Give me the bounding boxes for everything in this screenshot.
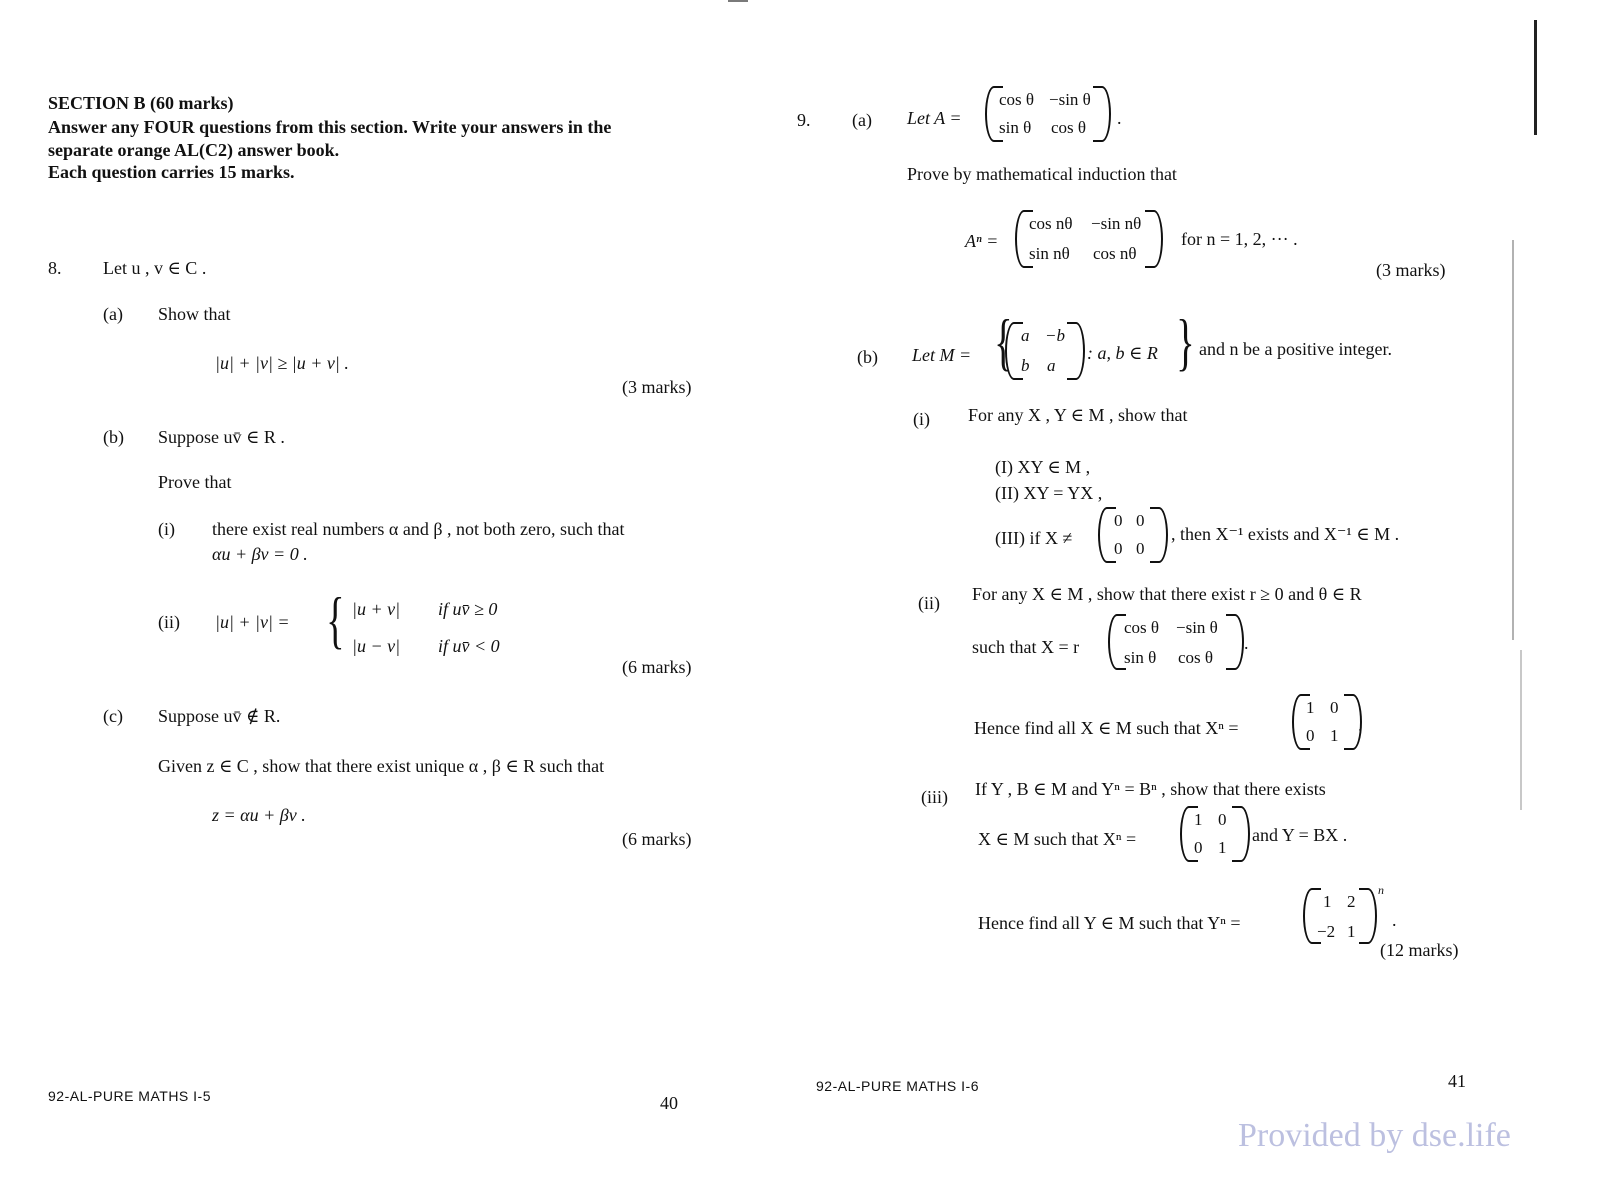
- matrix-cell: a: [1047, 356, 1056, 375]
- marks: (3 marks): [622, 377, 692, 397]
- right-paren-icon: [1067, 322, 1085, 380]
- matrix-cell: cos θ: [999, 90, 1035, 109]
- right-paren-icon: [1232, 806, 1250, 862]
- punctuation: .: [1244, 633, 1249, 653]
- subpart-text: such that X = r: [972, 637, 1080, 657]
- matrix-cell: cos nθ: [1029, 214, 1073, 233]
- punctuation: .: [1358, 715, 1363, 735]
- footer-code: 92-AL-PURE MATHS I-6: [816, 1078, 979, 1094]
- subpart-text: Hence find all Y ∈ M such that Yⁿ =: [978, 913, 1241, 933]
- matrix-cell: −sin θ: [1049, 90, 1091, 109]
- part-label: (a): [852, 110, 872, 130]
- instruction-line: Each question carries 15 marks.: [48, 162, 295, 182]
- item: (II) XY = YX ,: [995, 483, 1103, 503]
- page-number: 40: [660, 1093, 678, 1113]
- part-text: Given z ∈ C , show that there exist unique α , β ∈ R such that: [158, 756, 605, 776]
- subpart-text: For any X ∈ M , show that there exist r ≥ 0 and θ ∈ R: [972, 584, 1362, 604]
- formula: Aⁿ =: [965, 231, 999, 251]
- matrix-cell: 0: [1330, 698, 1339, 717]
- part-text: Prove by mathematical induction that: [907, 164, 1177, 184]
- right-paren-icon: [1093, 86, 1111, 142]
- matrix-cell: 1: [1306, 698, 1315, 717]
- brace-icon: {: [994, 306, 1013, 377]
- matrix-cell: 2: [1347, 892, 1356, 911]
- case-expr: |u + v|: [352, 599, 401, 619]
- marks: (12 marks): [1380, 940, 1459, 960]
- set-condition: : a, b ∈ R: [1087, 343, 1158, 363]
- scan-edge-mark: [1520, 650, 1522, 810]
- part-text: Suppose uv̄ ∉ R.: [158, 706, 281, 726]
- matrix-cell: 1: [1323, 892, 1332, 911]
- item: (I) XY ∈ M ,: [995, 457, 1091, 477]
- zero-matrix: [1098, 507, 1168, 563]
- part-text: Suppose uv̄ ∈ R .: [158, 427, 285, 447]
- matrix-cell: cos θ: [1124, 618, 1160, 637]
- subpart-label: (ii): [918, 593, 940, 613]
- matrix-cell: 0: [1136, 511, 1145, 530]
- formula: |u| + |v| =: [215, 612, 290, 632]
- matrix-cell: 0: [1306, 726, 1315, 745]
- matrix-cell: cos θ: [1051, 118, 1087, 137]
- footer-code: 92-AL-PURE MATHS I-5: [48, 1088, 211, 1104]
- matrix-cell: sin nθ: [1029, 244, 1070, 263]
- matrix-cell: 1: [1218, 838, 1227, 857]
- part-text: and n be a positive integer.: [1199, 339, 1392, 359]
- final-matrix: [1303, 888, 1375, 944]
- set-matrix: [1005, 322, 1085, 380]
- subpart-label: (i): [158, 519, 175, 539]
- scan-edge-mark: [1534, 20, 1537, 135]
- instruction-line: Answer any FOUR questions from this section. Write your answers in the: [48, 117, 612, 137]
- matrix-cell: 0: [1114, 511, 1123, 530]
- rotation-matrix: [1108, 614, 1248, 670]
- question-number: 9.: [797, 110, 811, 130]
- right-paren-icon: [1359, 888, 1377, 944]
- question-number: 8.: [48, 258, 62, 278]
- marks: (6 marks): [622, 829, 692, 849]
- marks: (6 marks): [622, 657, 692, 677]
- scan-edge-mark: [1512, 240, 1514, 640]
- part-text: Prove that: [158, 472, 232, 492]
- subpart-text: Hence find all X ∈ M such that Xⁿ =: [974, 718, 1239, 738]
- part-label: (a): [103, 304, 123, 324]
- matrix-cell: cos nθ: [1093, 244, 1137, 263]
- case-cond: if uv̄ ≥ 0: [438, 599, 498, 619]
- formula: z = αu + βv .: [212, 805, 306, 825]
- right-paren-icon: [1150, 507, 1168, 563]
- instruction-line: separate orange AL(C2) answer book.: [48, 140, 340, 160]
- page-number: 41: [1448, 1071, 1466, 1091]
- subpart-label: (i): [913, 409, 930, 429]
- part-label: (c): [103, 706, 123, 726]
- formula: for n = 1, 2, ··· .: [1181, 229, 1298, 249]
- scan-edge-mark: [728, 0, 748, 2]
- matrix-cell: sin θ: [999, 118, 1032, 137]
- matrix-cell: 0: [1218, 810, 1227, 829]
- subpart-text: and Y = BX .: [1252, 825, 1348, 845]
- identity-matrix: [1292, 694, 1362, 750]
- item: , then X⁻¹ exists and X⁻¹ ∈ M .: [1171, 524, 1400, 544]
- formula: αu + βv = 0 .: [212, 544, 308, 564]
- matrix-cell: 1: [1194, 810, 1203, 829]
- matrix-cell: −2: [1317, 922, 1336, 941]
- punctuation: .: [1117, 108, 1122, 128]
- subpart-label: (iii): [921, 787, 948, 807]
- matrix-cell: 0: [1136, 539, 1145, 558]
- matrix-cell: −b: [1045, 326, 1065, 345]
- right-paren-icon: [1145, 210, 1163, 268]
- watermark: Provided by dse.life: [1238, 1117, 1511, 1154]
- matrix-cell: 1: [1347, 922, 1356, 941]
- question-stem: Let u , v ∈ C .: [103, 258, 207, 278]
- part-label: (b): [103, 427, 124, 447]
- brace-icon: {: [1176, 306, 1195, 377]
- section-title: SECTION B (60 marks): [48, 93, 234, 113]
- subpart-text: X ∈ M such that Xⁿ =: [978, 829, 1137, 849]
- matrix-cell: sin θ: [1124, 648, 1157, 667]
- identity-matrix: [1180, 806, 1250, 862]
- matrix-cell: 0: [1194, 838, 1203, 857]
- brace-icon: {: [326, 584, 345, 655]
- right-paren-icon: [1226, 614, 1244, 670]
- subpart-text: there exist real numbers α and β , not both zero, such that: [212, 519, 625, 539]
- marks: (3 marks): [1376, 260, 1446, 280]
- matrix-cell: a: [1021, 326, 1030, 345]
- formula: Let A =: [907, 108, 962, 128]
- matrix-cell: 0: [1114, 539, 1123, 558]
- case-expr: |u − v|: [352, 636, 401, 656]
- matrix-cell: cos θ: [1178, 648, 1214, 667]
- part-label: (b): [857, 347, 878, 367]
- subpart-text: For any X , Y ∈ M , show that: [968, 405, 1188, 425]
- matrix-A: [985, 86, 1115, 142]
- formula: |u| + |v| ≥ |u + v| .: [215, 353, 349, 373]
- part-text: Show that: [158, 304, 231, 324]
- matrix-cell: −sin θ: [1176, 618, 1218, 637]
- subpart-label: (ii): [158, 612, 180, 632]
- case-cond: if uv̄ < 0: [438, 636, 500, 656]
- matrix-A-n: [1015, 210, 1165, 268]
- matrix-cell: 1: [1330, 726, 1339, 745]
- punctuation: .: [1392, 910, 1397, 930]
- formula: Let M =: [912, 345, 972, 365]
- matrix-cell: b: [1021, 356, 1030, 375]
- item: (III) if X ≠: [995, 528, 1073, 548]
- matrix-cell: −sin nθ: [1091, 214, 1142, 233]
- exponent: n: [1378, 883, 1384, 897]
- subpart-text: If Y , B ∈ M and Yⁿ = Bⁿ , show that there exists: [975, 779, 1326, 799]
